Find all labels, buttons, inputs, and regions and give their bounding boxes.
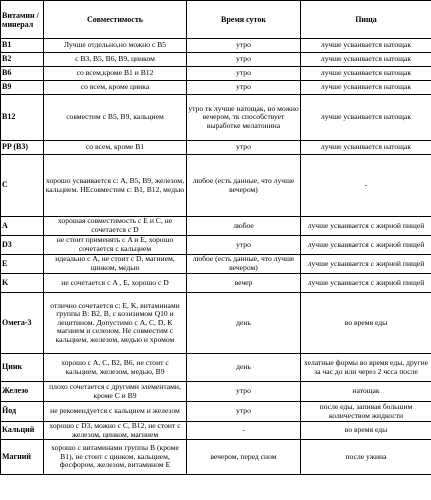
table-row: [1, 67, 431, 81]
cell-compat: хорошая совместимость с E и C, не сочетается с D: [44, 217, 187, 236]
cell-compat: хорошо с витаминами группы B (кроме B1), не стоит с цинком, кальцием, фосфором, железом, витамином E: [44, 440, 187, 475]
cell-name: B6: [1, 67, 44, 81]
cell-name: B9: [1, 81, 44, 95]
cell-time: -: [187, 422, 301, 440]
cell-name: PP (B3): [1, 141, 44, 155]
cell-name: Кальций: [1, 422, 44, 440]
cell-name: B12: [1, 95, 44, 141]
table-row: [1, 255, 431, 274]
cell-food: лучше усваивается с жирной пищей: [301, 274, 431, 293]
cell-compat: не сочетается с A , E, хорошо с D: [44, 274, 187, 293]
cell-compat: не стоит применять с A и E, хорошо сочетается с кальцием: [44, 236, 187, 255]
cell-name: B1: [1, 39, 44, 53]
cell-food: хелатные формы во время еды, другие за час до или через 2 чсса после: [301, 354, 431, 382]
cell-time: утро: [187, 53, 301, 67]
table-row: [1, 422, 431, 440]
cell-time: вечером, перед сном: [187, 440, 301, 475]
table-row: [1, 95, 431, 141]
cell-food: лучше усваивается натощак: [301, 141, 431, 155]
header-food: Пища: [301, 1, 431, 39]
cell-food: натощак: [301, 382, 431, 402]
cell-time: вечер: [187, 274, 301, 293]
cell-name: C: [1, 155, 44, 217]
cell-name: D3: [1, 236, 44, 255]
cell-compat: со всем, кроме цинка: [44, 81, 187, 95]
cell-name: B2: [1, 53, 44, 67]
table-row: [1, 53, 431, 67]
table-row: [1, 440, 431, 475]
cell-compat: со всем,кроме B1 и B12: [44, 67, 187, 81]
header-compat: Совместимость: [44, 1, 187, 39]
cell-time: утро: [187, 402, 301, 422]
cell-time: утро: [187, 236, 301, 255]
cell-time: утро: [187, 39, 301, 53]
cell-time: любое (есть данные, что лучше вечером): [187, 255, 301, 274]
cell-compat: идеально с A, не стоит с D, магнием, цинком, медью: [44, 255, 187, 274]
cell-food: лучше усваивается натощак: [301, 53, 431, 67]
table-row: [1, 141, 431, 155]
table-row: [1, 217, 431, 236]
cell-compat: хорошо усваивается с: A, B5, B9, железом, кальцием. НЕсовместим с: B1, B12, медью: [44, 155, 187, 217]
cell-food: лучше усваивается натощак: [301, 67, 431, 81]
cell-food: во время еды: [301, 422, 431, 440]
table-row: [1, 402, 431, 422]
cell-name: Йод: [1, 402, 44, 422]
table-row: [1, 382, 431, 402]
cell-time: день: [187, 354, 301, 382]
cell-compat: со всем, кроме B1: [44, 141, 187, 155]
cell-food: лучше усваивается с жирной пищей: [301, 255, 431, 274]
header-time: Время суток: [187, 1, 301, 39]
cell-food: -: [301, 155, 431, 217]
table-row: [1, 39, 431, 53]
cell-compat: отлично сочетается с: E, K, витаминами группы B: B2, B, с коэнзимом Q10 и лецитином. Допустимо с A, C, D, K магнием и селеном. Не совместим с кальцием, железом, медью и хромом: [44, 293, 187, 354]
cell-name: A: [1, 217, 44, 236]
cell-time: утро: [187, 382, 301, 402]
table-row: [1, 155, 431, 217]
cell-name: Цинк: [1, 354, 44, 382]
cell-compat: с B3, B5, B6, B9, цинком: [44, 53, 187, 67]
cell-name: E: [1, 255, 44, 274]
cell-time: утро: [187, 141, 301, 155]
cell-food: лучше усваивается с жирной пищей: [301, 217, 431, 236]
table-row: [1, 236, 431, 255]
cell-time: утро: [187, 81, 301, 95]
cell-name: Железо: [1, 382, 44, 402]
cell-time: утро: [187, 67, 301, 81]
cell-compat: хорошо с D3, можно с C, B12, не стоит с железом, цинком, магнием: [44, 422, 187, 440]
cell-food: во время еды: [301, 293, 431, 354]
cell-compat: совместим с B5, B9, кальцием: [44, 95, 187, 141]
cell-name: Магний: [1, 440, 44, 475]
cell-name: K: [1, 274, 44, 293]
cell-time: утро тк лучше натощак, но можно вечером, тк способствует выработке мелатонина: [187, 95, 301, 141]
cell-name: Омега-3: [1, 293, 44, 354]
cell-food: лучше усваивается натощак: [301, 39, 431, 53]
cell-compat: плохо сочетается с другими элементами, кроме C и B9: [44, 382, 187, 402]
cell-food: после ужина: [301, 440, 431, 475]
cell-food: лучше усваивается натощак: [301, 81, 431, 95]
cell-compat: хорошо с A, C, B2, B6, не стоит с кальцием, железом, медью, B9: [44, 354, 187, 382]
cell-time: день: [187, 293, 301, 354]
cell-time: любое (есть данные, что лучше вечером): [187, 155, 301, 217]
cell-food: лучше усваивается с жирной пищей: [301, 236, 431, 255]
cell-compat: не рекомендуется с кальцием и железом: [44, 402, 187, 422]
cell-food: лучше усваивается натощак: [301, 95, 431, 141]
cell-food: после еды, запивая большим количеством жидкости: [301, 402, 431, 422]
table-header-row: [1, 1, 431, 39]
table-row: [1, 274, 431, 293]
table-row: [1, 81, 431, 95]
table-row: [1, 354, 431, 382]
header-name: Витамин / минерал: [1, 1, 44, 39]
cell-compat: Лучше отдельно,но можно с B5: [44, 39, 187, 53]
cell-time: любое: [187, 217, 301, 236]
table-row: [1, 293, 431, 354]
